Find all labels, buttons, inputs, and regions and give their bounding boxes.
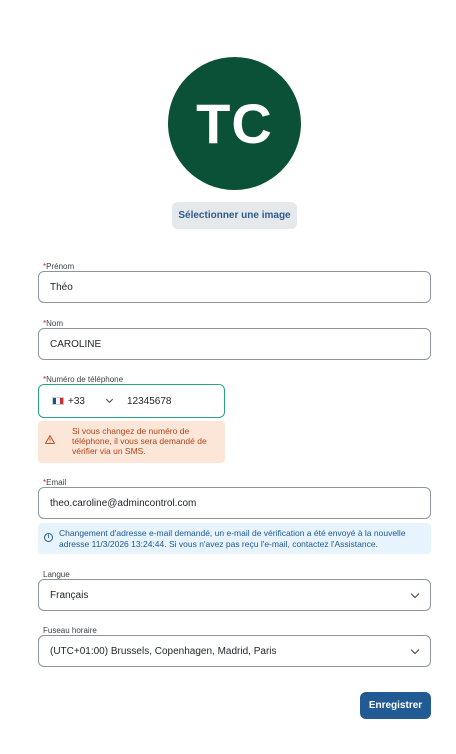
last-name-label	[43, 319, 63, 328]
first-name-value: Théo	[50, 281, 73, 293]
email-label-text: Email	[46, 478, 67, 487]
avatar-initials: TC	[196, 92, 273, 155]
avatar	[168, 57, 301, 190]
last-name-label-text: Nom	[46, 319, 64, 328]
phone-number-input[interactable]: 12345678	[126, 395, 172, 407]
timezone-label	[43, 626, 97, 635]
warning-triangle-icon	[45, 435, 55, 444]
timezone-value: (UTC+01:00) Brussels, Copenhagen, Madrid, Paris	[50, 645, 277, 657]
last-name-input[interactable]	[38, 328, 431, 360]
first-name-input[interactable]	[38, 271, 431, 303]
info-circle-icon: i	[44, 533, 53, 542]
chevron-down-icon	[411, 589, 419, 597]
email-info-alert	[38, 523, 431, 554]
last-name-value: CAROLINE	[50, 338, 102, 350]
timezone-select[interactable]	[38, 635, 431, 667]
chevron-down-icon[interactable]	[106, 396, 113, 403]
save-button[interactable]: Enregistrer	[360, 692, 431, 719]
required-marker: *	[43, 478, 47, 487]
language-label-text: Langue	[43, 570, 70, 579]
phone-warning-text: Si vous changez de numéro de téléphone, il vous sera demandé de vérifier via un SMS.	[72, 426, 207, 456]
timezone-label-text: Fuseau horaire	[43, 626, 97, 635]
email-input[interactable]	[38, 487, 431, 519]
required-marker: *	[43, 319, 47, 328]
required-marker: *	[43, 262, 47, 271]
language-label	[43, 570, 70, 579]
language-select[interactable]	[38, 579, 431, 611]
phone-input-group	[38, 384, 225, 418]
first-name-label-text: Prénom	[46, 262, 75, 271]
email-value: theo.caroline@admincontrol.com	[50, 497, 197, 509]
email-info-text: Changement d'adresse e-mail demandé, un e-mail de vérification a été envoyé à la nouvelle adresse 11/3/2026 13:24:44. Si vous n'avez pas reçu l'e-mail, contactez l'Assistance.	[59, 528, 406, 549]
phone-warning-alert	[38, 421, 225, 463]
france-flag-icon	[52, 397, 64, 405]
language-value: Français	[50, 589, 89, 601]
phone-label-text: Numéro de téléphone	[46, 375, 124, 384]
email-label	[43, 478, 66, 487]
first-name-label	[43, 262, 74, 271]
country-code-select[interactable]: +33	[68, 395, 85, 407]
select-image-button[interactable]: Sélectionner une image	[172, 202, 297, 229]
phone-label	[43, 375, 123, 384]
required-marker: *	[43, 375, 47, 384]
chevron-down-icon	[411, 645, 419, 653]
